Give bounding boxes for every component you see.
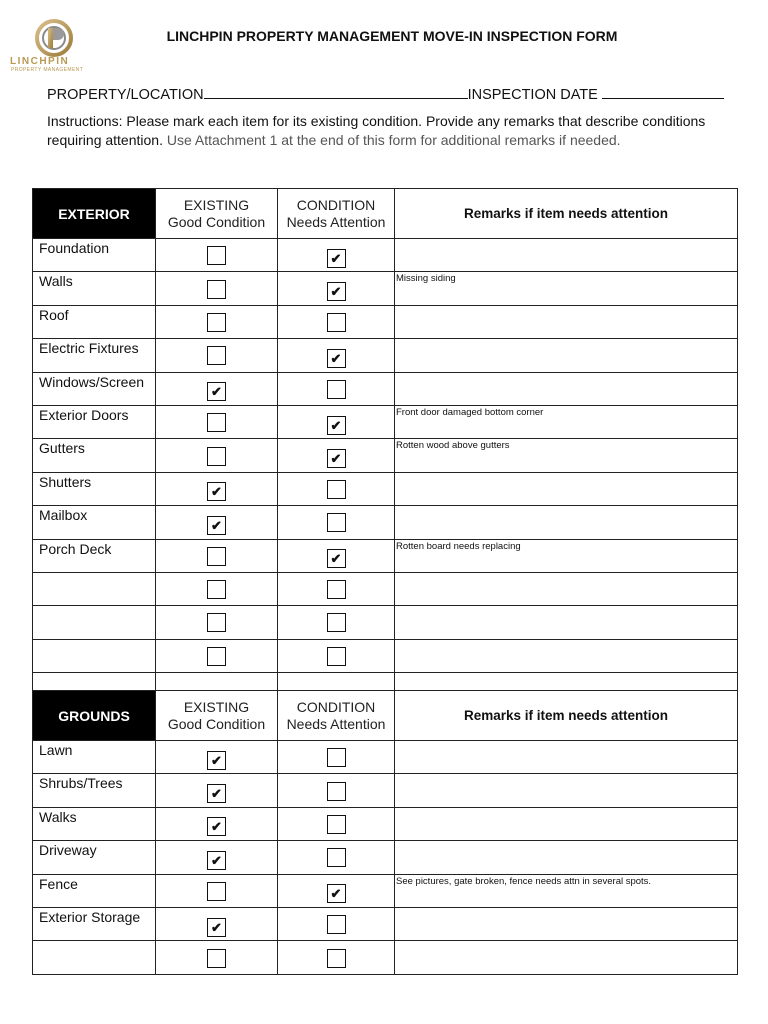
- table-row: [33, 472, 738, 505]
- condition-label: CONDITION: [296, 196, 376, 213]
- table-row: [33, 339, 738, 372]
- grounds-table: [32, 690, 738, 975]
- needs-attention-checkbox[interactable]: [327, 380, 346, 399]
- table-row: [33, 272, 738, 305]
- good-condition-cell: [156, 606, 278, 639]
- needs-attention-checkbox[interactable]: ✔: [327, 416, 346, 435]
- grounds-heading: GROUNDS: [33, 691, 156, 741]
- needs-attention-checkbox[interactable]: [327, 848, 346, 867]
- table-row: [33, 741, 738, 774]
- table-row: [33, 539, 738, 572]
- table-row: [33, 439, 738, 472]
- spacer-cell: [278, 673, 395, 691]
- needs-attention-checkbox[interactable]: ✔: [327, 449, 346, 468]
- exterior-header-row: [33, 189, 738, 239]
- item-cell: [33, 807, 156, 840]
- remarks-cell[interactable]: [395, 239, 738, 272]
- good-condition-checkbox[interactable]: ✔: [207, 516, 226, 535]
- item-cell: [33, 339, 156, 372]
- good-condition-checkbox[interactable]: ✔: [207, 751, 226, 770]
- table-row: [33, 941, 738, 974]
- needs-attention-cell: [278, 539, 395, 572]
- good-condition-checkbox[interactable]: ✔: [207, 784, 226, 803]
- remarks-cell[interactable]: [395, 841, 738, 874]
- remarks-cell[interactable]: Rotten board needs replacing: [395, 539, 738, 572]
- needs-attention-cell: [278, 239, 395, 272]
- date-label: INSPECTION DATE: [467, 87, 598, 103]
- spacer-row: [33, 673, 738, 691]
- good-condition-checkbox[interactable]: [207, 346, 226, 365]
- good-condition-cell: [156, 372, 278, 405]
- property-field[interactable]: [204, 84, 468, 99]
- good-condition-checkbox[interactable]: [207, 413, 226, 432]
- table-row: [33, 305, 738, 338]
- table-row: [33, 239, 738, 272]
- table-row: [33, 907, 738, 940]
- good-condition-checkbox[interactable]: [207, 280, 226, 299]
- remarks-cell[interactable]: Missing siding: [395, 272, 738, 305]
- instructions-main: Instructions: Please mark each item for its existing condition. Provide any remarks that describe conditions requiring attention.: [47, 113, 706, 148]
- item-cell: [33, 472, 156, 505]
- remarks-cell[interactable]: [395, 807, 738, 840]
- inspection-date-field[interactable]: [602, 84, 724, 99]
- remarks-header: Remarks if item needs attention: [395, 691, 738, 741]
- existing-label: EXISTING: [183, 196, 250, 213]
- needs-attention-cell: [278, 372, 395, 405]
- remarks-cell[interactable]: Front door damaged bottom corner: [395, 405, 738, 438]
- remarks-cell[interactable]: [395, 639, 738, 672]
- spacer-cell: [33, 673, 156, 691]
- good-condition-checkbox[interactable]: ✔: [207, 817, 226, 836]
- remarks-cell[interactable]: [395, 305, 738, 338]
- good-condition-cell: [156, 506, 278, 539]
- table-row: [33, 639, 738, 672]
- needs-attention-cell: [278, 774, 395, 807]
- item-cell: [33, 572, 156, 605]
- item-label: Electric Fixtures: [39, 340, 139, 357]
- good-condition-label: Good Condition: [167, 715, 266, 732]
- item-label: Windows/Screen: [39, 373, 145, 390]
- needs-attention-checkbox[interactable]: [327, 513, 346, 532]
- table-row: [33, 874, 738, 907]
- item-label: Foundation: [39, 240, 110, 256]
- table-row: [33, 774, 738, 807]
- logo-tagline: PROPERTY MANAGEMENT: [11, 67, 84, 73]
- good-condition-cell: [156, 539, 278, 572]
- needs-attention-checkbox[interactable]: ✔: [327, 282, 346, 301]
- needs-attention-checkbox[interactable]: [327, 815, 346, 834]
- table-row: [33, 572, 738, 605]
- needs-attention-cell: [278, 606, 395, 639]
- item-label: Exterior Doors: [39, 406, 129, 423]
- good-condition-checkbox[interactable]: [207, 647, 226, 666]
- item-cell: [33, 305, 156, 338]
- needs-attention-checkbox[interactable]: ✔: [327, 884, 346, 903]
- needs-attention-checkbox[interactable]: [327, 647, 346, 666]
- item-cell: [33, 239, 156, 272]
- good-condition-checkbox[interactable]: [207, 613, 226, 632]
- item-label: Driveway: [39, 842, 97, 859]
- remarks-cell[interactable]: See pictures, gate broken, fence needs attn in several spots.: [395, 874, 738, 907]
- good-condition-checkbox[interactable]: ✔: [207, 918, 226, 937]
- item-cell: [33, 439, 156, 472]
- needs-attention-label: Needs Attention: [286, 715, 386, 732]
- good-condition-cell: [156, 439, 278, 472]
- item-cell: [33, 741, 156, 774]
- needs-attention-cell: [278, 874, 395, 907]
- remarks-cell[interactable]: [395, 941, 738, 974]
- needs-attention-checkbox[interactable]: [327, 949, 346, 968]
- good-condition-cell: [156, 239, 278, 272]
- needs-attention-cell: [278, 941, 395, 974]
- table-row: [33, 372, 738, 405]
- good-condition-checkbox[interactable]: [207, 246, 226, 265]
- good-condition-checkbox[interactable]: [207, 447, 226, 466]
- item-cell: [33, 372, 156, 405]
- item-cell: [33, 506, 156, 539]
- needs-attention-cell: [278, 506, 395, 539]
- needs-attention-checkbox[interactable]: [327, 782, 346, 801]
- exterior-heading: EXTERIOR: [33, 189, 156, 239]
- condition-label: CONDITION: [296, 698, 376, 715]
- remarks-cell[interactable]: Rotten wood above gutters: [395, 439, 738, 472]
- item-cell: [33, 841, 156, 874]
- item-cell: [33, 907, 156, 940]
- table-row: [33, 841, 738, 874]
- remarks-cell[interactable]: [395, 372, 738, 405]
- item-label: Shrubs/Trees: [39, 775, 123, 792]
- needs-attention-checkbox[interactable]: [327, 580, 346, 599]
- needs-attention-label: Needs Attention: [286, 213, 386, 230]
- good-condition-checkbox[interactable]: [207, 882, 226, 901]
- item-label: Fence: [39, 875, 78, 892]
- needs-attention-cell: [278, 807, 395, 840]
- item-label: Roof: [39, 306, 69, 323]
- grounds-header-row: [33, 691, 738, 741]
- needs-attention-checkbox[interactable]: ✔: [327, 249, 346, 268]
- needs-attention-cell: [278, 841, 395, 874]
- remarks-cell[interactable]: [395, 774, 738, 807]
- condition-needs-header: [278, 691, 395, 741]
- condition-needs-header: [278, 189, 395, 239]
- needs-attention-cell: [278, 405, 395, 438]
- remarks-cell[interactable]: [395, 572, 738, 605]
- page-title: LINCHPIN PROPERTY MANAGEMENT MOVE-IN INSPECTION FORM: [166, 28, 618, 44]
- item-label: Exterior Storage: [39, 908, 141, 925]
- good-condition-cell: [156, 874, 278, 907]
- remarks-cell[interactable]: [395, 907, 738, 940]
- item-cell: [33, 874, 156, 907]
- needs-attention-cell: [278, 472, 395, 505]
- remarks-cell[interactable]: [395, 606, 738, 639]
- item-label: Walks: [39, 808, 77, 825]
- good-condition-checkbox[interactable]: ✔: [207, 382, 226, 401]
- property-label: PROPERTY/LOCATION: [47, 87, 204, 103]
- item-cell: [33, 405, 156, 438]
- good-condition-checkbox[interactable]: ✔: [207, 851, 226, 870]
- item-cell: [33, 639, 156, 672]
- needs-attention-cell: [278, 272, 395, 305]
- remarks-header: Remarks if item needs attention: [395, 189, 738, 239]
- exterior-table: [32, 188, 738, 691]
- good-condition-cell: [156, 639, 278, 672]
- good-condition-cell: [156, 305, 278, 338]
- good-condition-cell: [156, 741, 278, 774]
- item-label: Shutters: [39, 473, 92, 490]
- good-condition-cell: [156, 272, 278, 305]
- needs-attention-checkbox[interactable]: [327, 748, 346, 767]
- needs-attention-checkbox[interactable]: ✔: [327, 549, 346, 568]
- existing-good-header: [156, 189, 278, 239]
- item-label: Gutters: [39, 440, 85, 457]
- spacer-cell: [395, 673, 738, 691]
- good-condition-checkbox[interactable]: [207, 580, 226, 599]
- logo-brand-text: LINCHPIN: [10, 56, 70, 67]
- item-cell: [33, 774, 156, 807]
- remarks-cell[interactable]: [395, 472, 738, 505]
- good-condition-checkbox[interactable]: [207, 313, 226, 332]
- good-condition-checkbox[interactable]: [207, 949, 226, 968]
- table-row: [33, 807, 738, 840]
- needs-attention-checkbox[interactable]: [327, 915, 346, 934]
- item-label: Porch Deck: [39, 540, 112, 557]
- instructions: [47, 112, 737, 150]
- remarks-cell[interactable]: [395, 339, 738, 372]
- good-condition-label: Good Condition: [167, 213, 266, 230]
- needs-attention-cell: [278, 639, 395, 672]
- good-condition-cell: [156, 339, 278, 372]
- needs-attention-checkbox[interactable]: ✔: [327, 349, 346, 368]
- item-label: Mailbox: [39, 507, 88, 524]
- instructions-note: Use Attachment 1 at the end of this form for additional remarks if needed.: [162, 132, 621, 148]
- good-condition-cell: [156, 841, 278, 874]
- item-label: Lawn: [39, 742, 73, 758]
- good-condition-checkbox[interactable]: [207, 547, 226, 566]
- table-row: [33, 606, 738, 639]
- good-condition-cell: [156, 807, 278, 840]
- needs-attention-cell: [278, 741, 395, 774]
- item-label: Walls: [39, 273, 73, 290]
- existing-label: EXISTING: [183, 698, 250, 715]
- item-cell: [33, 539, 156, 572]
- good-condition-cell: [156, 774, 278, 807]
- remarks-cell[interactable]: [395, 741, 738, 774]
- property-date-row: [47, 84, 737, 103]
- needs-attention-cell: [278, 907, 395, 940]
- good-condition-cell: [156, 941, 278, 974]
- good-condition-checkbox[interactable]: ✔: [207, 482, 226, 501]
- needs-attention-checkbox[interactable]: [327, 613, 346, 632]
- needs-attention-checkbox[interactable]: [327, 480, 346, 499]
- needs-attention-cell: [278, 439, 395, 472]
- item-cell: [33, 941, 156, 974]
- item-cell: [33, 272, 156, 305]
- good-condition-cell: [156, 472, 278, 505]
- good-condition-cell: [156, 405, 278, 438]
- needs-attention-cell: [278, 572, 395, 605]
- good-condition-cell: [156, 907, 278, 940]
- item-cell: [33, 606, 156, 639]
- table-row: [33, 506, 738, 539]
- good-condition-cell: [156, 572, 278, 605]
- existing-good-header: [156, 691, 278, 741]
- remarks-cell[interactable]: [395, 506, 738, 539]
- needs-attention-checkbox[interactable]: [327, 313, 346, 332]
- spacer-cell: [156, 673, 278, 691]
- table-row: [33, 405, 738, 438]
- needs-attention-cell: [278, 339, 395, 372]
- needs-attention-cell: [278, 305, 395, 338]
